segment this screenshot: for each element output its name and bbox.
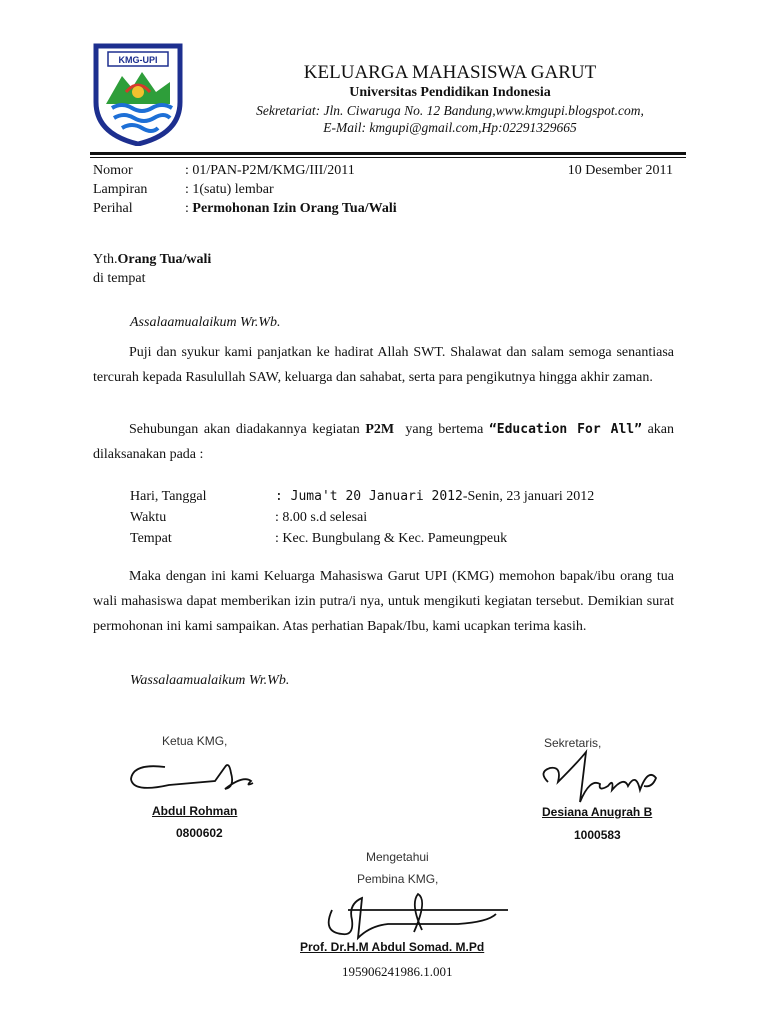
event-theme: “Education For All” (488, 422, 642, 437)
right-signer-id: 1000583 (574, 828, 621, 842)
paragraph-1-text: Puji dan syukur kami panjatkan ke hadirat Allah SWT. Shalawat dan salam semoga senantiasa tercurah kepada Rasulullah SAW, keluarga dan sahabat, serta para pengikutnya hingga akhir zaman. (93, 345, 674, 385)
detail-value-date-b: -Senin, 23 januari 2012 (462, 489, 595, 504)
org-name: KELUARGA MAHASISWA GARUT (303, 62, 597, 83)
bottom-signer-name: Prof. Dr.H.M Abdul Somad. M.Pd (300, 940, 485, 954)
lampiran-value: : 1(satu) lembar (185, 182, 274, 197)
left-signature (125, 755, 275, 805)
detail-value-place: : Kec. Bungbulang & Kec. Pameungpeuk (275, 531, 508, 546)
recipient (93, 252, 211, 268)
logo-text: KMG-UPI (118, 55, 158, 65)
right-signer-role: Sekretaris, (544, 736, 602, 750)
detail-label-date: Hari, Tanggal (130, 489, 207, 504)
perihal-label: Perihal (93, 201, 133, 216)
paragraph-2-c: akan dilaksanakan pada : (93, 422, 674, 462)
paragraph-2-b: yang bertema (394, 422, 489, 437)
recipient-prefix: Yth. (93, 252, 118, 267)
left-signer-name: Abdul Rohman (152, 804, 238, 818)
right-signer-name: Desiana Anugrah B (542, 805, 653, 819)
perihal-value: Permohonan Izin Orang Tua/Wali (192, 201, 397, 216)
nomor-label: Nomor (93, 163, 133, 178)
nomor-value: : 01/PAN-P2M/KMG/III/2011 (185, 163, 355, 178)
header-rule-thin (90, 157, 686, 158)
perihal-colon: : (185, 201, 193, 216)
organization-logo (92, 42, 184, 146)
letter-date: 10 Desember 2011 (567, 163, 673, 178)
paragraph-3-text: Maka dengan ini kami Keluarga Mahasiswa Garut UPI (KMG) memohon bapak/ibu orang tua wali mahasiswa dapat memberikan izin putra/i nya, untuk mengikuti kegiatan tersebut. Demikian surat permohonan ini kami sampaikan. Atas perhatian Bapak/Ibu, kami ucapkan terima kasih. (93, 569, 674, 634)
bottom-signer-role-1: Mengetahui (366, 850, 429, 864)
detail-label-time: Waktu (130, 510, 167, 525)
recipient-name: Orang Tua/wali (117, 252, 212, 267)
detail-value-date (275, 489, 594, 505)
detail-value-time: : 8.00 s.d selesai (275, 510, 368, 525)
header-rule-thick (90, 152, 686, 155)
greeting: Assalaamualaikum Wr.Wb. (130, 315, 281, 330)
contact-line: E-Mail: kmgupi@gmail.com,Hp:02291329665 (323, 120, 577, 135)
recipient-place: di tempat (93, 271, 146, 286)
paragraph-3 (93, 564, 674, 639)
paragraph-1 (93, 340, 674, 390)
address-line: Sekretariat: Jln. Ciwaruga No. 12 Bandung,www.kmgupi.blogspot.com, (256, 103, 644, 118)
event-name: P2M (365, 422, 395, 437)
bottom-signer-id: 195906241986.1.001 (342, 964, 453, 979)
detail-value-date-a: : Juma't 20 Januari 2012 (275, 489, 463, 504)
perihal-field (185, 201, 397, 217)
paragraph-2-a: Sehubungan akan diadakannya kegiatan (129, 422, 366, 437)
paragraph-2 (93, 417, 674, 467)
left-signer-id: 0800602 (176, 826, 223, 840)
detail-label-place: Tempat (130, 531, 172, 546)
bottom-signer-role-2: Pembina KMG, (357, 872, 439, 886)
university-name: Universitas Pendidikan Indonesia (349, 85, 551, 100)
lampiran-label: Lampiran (93, 182, 148, 197)
closing: Wassalaamualaikum Wr.Wb. (130, 673, 290, 688)
left-signer-role: Ketua KMG, (162, 734, 228, 748)
